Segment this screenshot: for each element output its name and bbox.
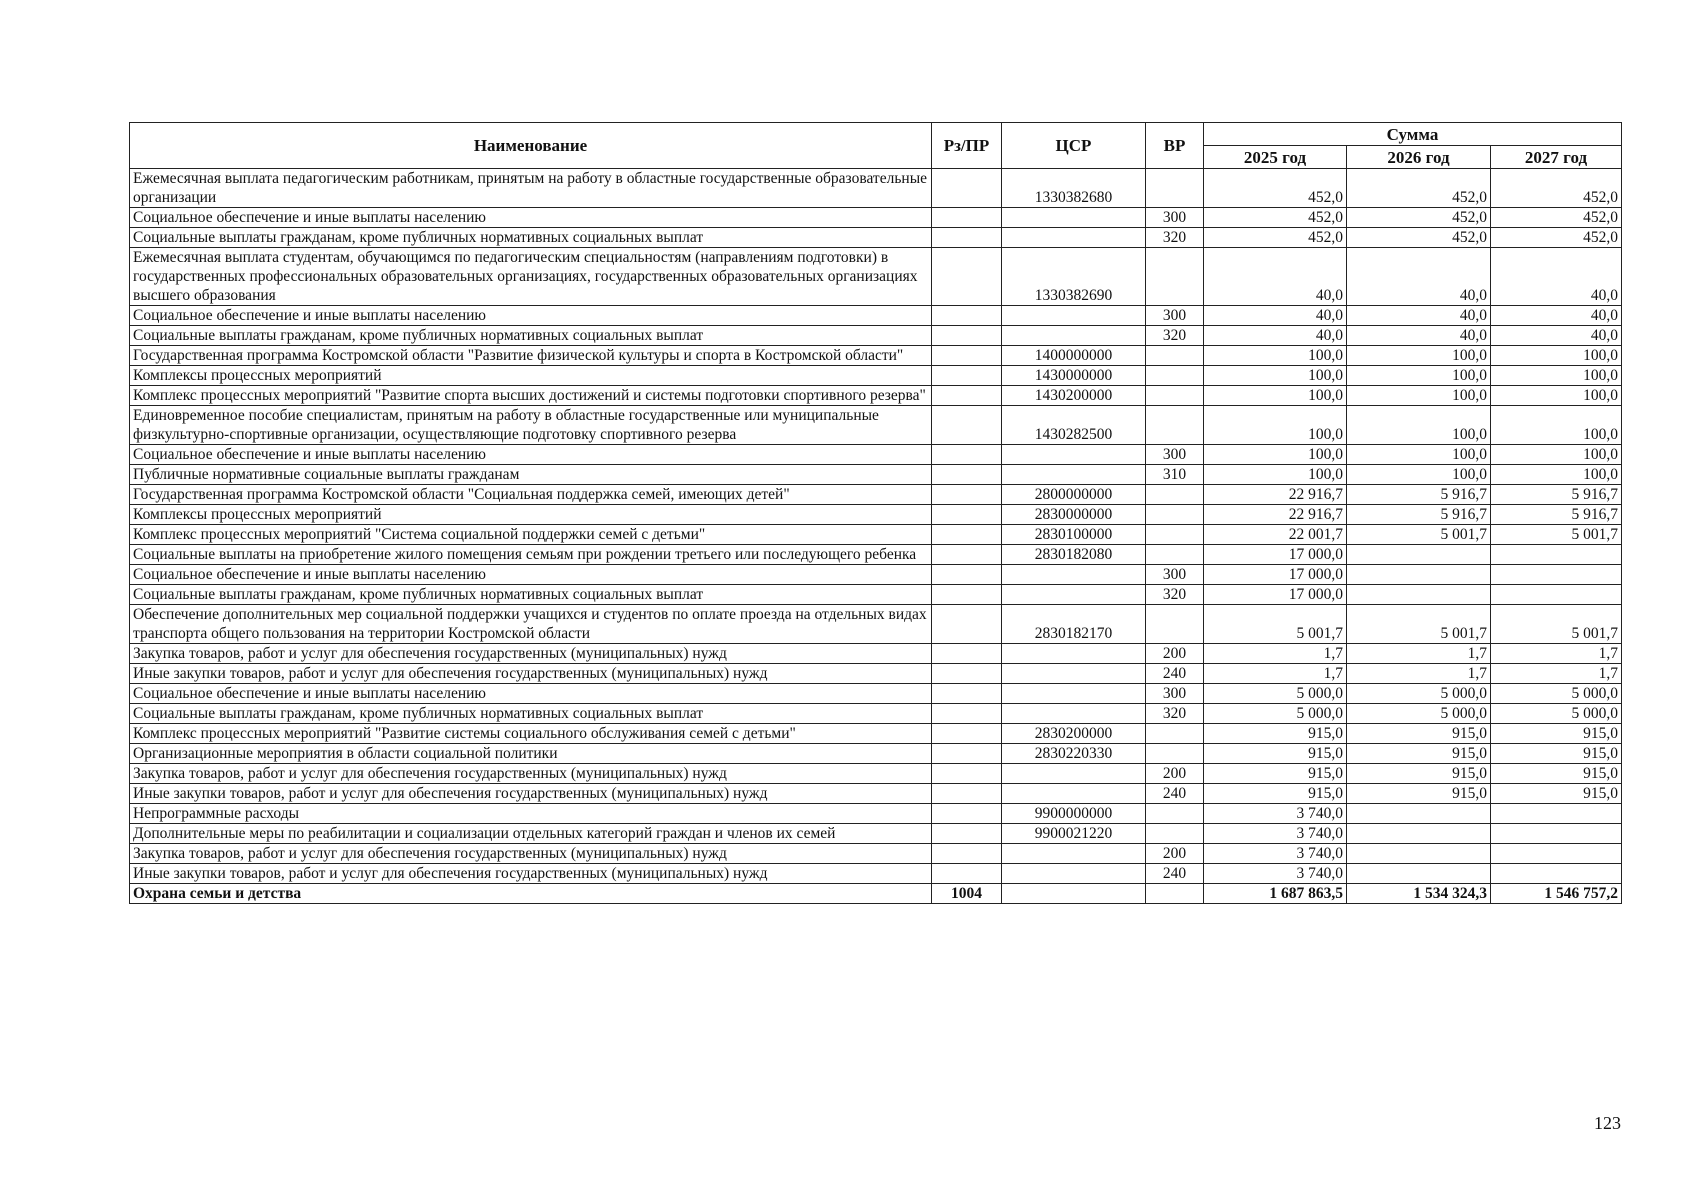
row-name: Социальное обеспечение и иные выплаты населению bbox=[130, 208, 932, 228]
row-vr: 320 bbox=[1146, 228, 1204, 248]
row-rz bbox=[932, 326, 1002, 346]
row-sum-2027: 915,0 bbox=[1491, 784, 1622, 804]
table-header bbox=[130, 123, 1622, 169]
row-sum-2026: 40,0 bbox=[1347, 306, 1491, 326]
row-csr: 1430282500 bbox=[1002, 406, 1146, 445]
row-sum-2027: 5 916,7 bbox=[1491, 485, 1622, 505]
row-sum-2026: 915,0 bbox=[1347, 764, 1491, 784]
row-rz bbox=[932, 744, 1002, 764]
row-sum-2025: 3 740,0 bbox=[1204, 824, 1347, 844]
row-sum-2025: 452,0 bbox=[1204, 169, 1347, 208]
row-vr: 300 bbox=[1146, 445, 1204, 465]
row-vr bbox=[1146, 406, 1204, 445]
row-sum-2025: 100,0 bbox=[1204, 406, 1347, 445]
row-csr: 1400000000 bbox=[1002, 346, 1146, 366]
table-row bbox=[130, 228, 1622, 248]
row-rz bbox=[932, 366, 1002, 386]
row-sum-2027 bbox=[1491, 824, 1622, 844]
row-name: Дополнительные меры по реабилитации и социализации отдельных категорий граждан и членов их семей bbox=[130, 824, 932, 844]
row-name: Комплекс процессных мероприятий "Система социальной поддержки семей с детьми" bbox=[130, 525, 932, 545]
row-rz bbox=[932, 208, 1002, 228]
table-row bbox=[130, 824, 1622, 844]
row-csr bbox=[1002, 465, 1146, 485]
row-sum-2027: 915,0 bbox=[1491, 764, 1622, 784]
row-rz bbox=[932, 169, 1002, 208]
row-rz bbox=[932, 864, 1002, 884]
row-sum-2027: 5 001,7 bbox=[1491, 525, 1622, 545]
row-sum-2025: 5 000,0 bbox=[1204, 684, 1347, 704]
row-vr: 310 bbox=[1146, 465, 1204, 485]
row-name: Социальное обеспечение и иные выплаты населению bbox=[130, 684, 932, 704]
header-name: Наименование bbox=[130, 123, 932, 169]
row-sum-2026: 40,0 bbox=[1347, 248, 1491, 306]
row-sum-2025: 1 687 863,5 bbox=[1204, 884, 1347, 904]
row-rz bbox=[932, 465, 1002, 485]
table-row bbox=[130, 485, 1622, 505]
row-csr bbox=[1002, 565, 1146, 585]
row-sum-2025: 100,0 bbox=[1204, 366, 1347, 386]
header-vr: ВР bbox=[1146, 123, 1204, 169]
row-sum-2025: 40,0 bbox=[1204, 326, 1347, 346]
row-vr bbox=[1146, 248, 1204, 306]
table-row bbox=[130, 326, 1622, 346]
row-csr bbox=[1002, 306, 1146, 326]
row-name: Государственная программа Костромской области "Развитие физической культуры и спорта в Костромской области" bbox=[130, 346, 932, 366]
table-row bbox=[130, 784, 1622, 804]
row-sum-2025: 1,7 bbox=[1204, 644, 1347, 664]
row-name: Ежемесячная выплата студентам, обучающимся по педагогическим специальностям (направлениям подготовки) в государственных профессиональных образовательных организациях, государственных образовательных организациях высшего образования bbox=[130, 248, 932, 306]
row-sum-2027: 915,0 bbox=[1491, 744, 1622, 764]
row-sum-2027: 40,0 bbox=[1491, 326, 1622, 346]
table-row bbox=[130, 346, 1622, 366]
row-sum-2025: 40,0 bbox=[1204, 306, 1347, 326]
row-sum-2027 bbox=[1491, 864, 1622, 884]
row-rz bbox=[932, 824, 1002, 844]
row-sum-2025: 17 000,0 bbox=[1204, 565, 1347, 585]
row-name: Ежемесячная выплата педагогическим работникам, принятым на работу в областные государственные образовательные организации bbox=[130, 169, 932, 208]
row-vr bbox=[1146, 346, 1204, 366]
row-rz: 1004 bbox=[932, 884, 1002, 904]
row-sum-2026: 915,0 bbox=[1347, 784, 1491, 804]
table-row bbox=[130, 605, 1622, 644]
row-csr: 2800000000 bbox=[1002, 485, 1146, 505]
row-sum-2027: 5 000,0 bbox=[1491, 684, 1622, 704]
row-sum-2027: 452,0 bbox=[1491, 228, 1622, 248]
row-vr bbox=[1146, 485, 1204, 505]
row-rz bbox=[932, 346, 1002, 366]
row-name: Государственная программа Костромской области "Социальная поддержка семей, имеющих детей" bbox=[130, 485, 932, 505]
row-vr: 240 bbox=[1146, 864, 1204, 884]
row-sum-2026: 5 916,7 bbox=[1347, 505, 1491, 525]
table-row bbox=[130, 664, 1622, 684]
row-sum-2027: 915,0 bbox=[1491, 724, 1622, 744]
table-row bbox=[130, 724, 1622, 744]
row-name: Социальные выплаты гражданам, кроме публичных нормативных социальных выплат bbox=[130, 326, 932, 346]
table-row bbox=[130, 208, 1622, 228]
row-name: Единовременное пособие специалистам, принятым на работу в областные государственные или муниципальные физкультурно-спортивные организации, осуществляющие подготовку спортивного резерва bbox=[130, 406, 932, 445]
row-sum-2026: 100,0 bbox=[1347, 406, 1491, 445]
row-csr: 9900000000 bbox=[1002, 804, 1146, 824]
row-sum-2026: 1,7 bbox=[1347, 644, 1491, 664]
row-name: Иные закупки товаров, работ и услуг для обеспечения государственных (муниципальных) нужд bbox=[130, 784, 932, 804]
row-sum-2027: 452,0 bbox=[1491, 208, 1622, 228]
row-sum-2027: 40,0 bbox=[1491, 248, 1622, 306]
row-csr bbox=[1002, 445, 1146, 465]
row-vr: 320 bbox=[1146, 585, 1204, 605]
row-sum-2026 bbox=[1347, 864, 1491, 884]
row-rz bbox=[932, 844, 1002, 864]
row-name: Охрана семьи и детства bbox=[130, 884, 932, 904]
table-row bbox=[130, 248, 1622, 306]
row-rz bbox=[932, 585, 1002, 605]
row-sum-2025: 100,0 bbox=[1204, 445, 1347, 465]
table-row bbox=[130, 864, 1622, 884]
table-row bbox=[130, 465, 1622, 485]
row-vr: 240 bbox=[1146, 664, 1204, 684]
row-name: Публичные нормативные социальные выплаты гражданам bbox=[130, 465, 932, 485]
row-csr: 1330382690 bbox=[1002, 248, 1146, 306]
row-csr bbox=[1002, 585, 1146, 605]
row-rz bbox=[932, 545, 1002, 565]
row-csr: 9900021220 bbox=[1002, 824, 1146, 844]
row-sum-2025: 5 001,7 bbox=[1204, 605, 1347, 644]
table-row bbox=[130, 704, 1622, 724]
row-name: Закупка товаров, работ и услуг для обеспечения государственных (муниципальных) нужд bbox=[130, 844, 932, 864]
row-sum-2026: 5 916,7 bbox=[1347, 485, 1491, 505]
row-name: Иные закупки товаров, работ и услуг для обеспечения государственных (муниципальных) нужд bbox=[130, 664, 932, 684]
row-name: Социальные выплаты на приобретение жилого помещения семьям при рождении третьего или последующего ребенка bbox=[130, 545, 932, 565]
row-csr bbox=[1002, 764, 1146, 784]
row-rz bbox=[932, 664, 1002, 684]
budget-table-container bbox=[129, 122, 1621, 904]
header-csr: ЦСР bbox=[1002, 123, 1146, 169]
row-name: Непрограммные расходы bbox=[130, 804, 932, 824]
row-sum-2025: 22 916,7 bbox=[1204, 505, 1347, 525]
row-vr bbox=[1146, 169, 1204, 208]
table-row bbox=[130, 744, 1622, 764]
row-name: Закупка товаров, работ и услуг для обеспечения государственных (муниципальных) нужд bbox=[130, 644, 932, 664]
row-sum-2026: 915,0 bbox=[1347, 744, 1491, 764]
row-sum-2025: 3 740,0 bbox=[1204, 864, 1347, 884]
row-vr bbox=[1146, 605, 1204, 644]
row-vr: 200 bbox=[1146, 644, 1204, 664]
row-sum-2026: 100,0 bbox=[1347, 386, 1491, 406]
row-sum-2025: 1,7 bbox=[1204, 664, 1347, 684]
row-vr bbox=[1146, 386, 1204, 406]
table-row bbox=[130, 169, 1622, 208]
row-csr: 2830182170 bbox=[1002, 605, 1146, 644]
row-csr bbox=[1002, 884, 1146, 904]
row-sum-2027: 100,0 bbox=[1491, 406, 1622, 445]
row-vr: 320 bbox=[1146, 704, 1204, 724]
row-csr bbox=[1002, 704, 1146, 724]
row-sum-2025: 100,0 bbox=[1204, 386, 1347, 406]
row-sum-2025: 22 001,7 bbox=[1204, 525, 1347, 545]
row-sum-2027: 100,0 bbox=[1491, 366, 1622, 386]
table-row bbox=[130, 565, 1622, 585]
table-row bbox=[130, 445, 1622, 465]
table-row bbox=[130, 644, 1622, 664]
row-vr: 300 bbox=[1146, 565, 1204, 585]
row-sum-2027: 5 916,7 bbox=[1491, 505, 1622, 525]
row-sum-2027: 452,0 bbox=[1491, 169, 1622, 208]
row-sum-2027 bbox=[1491, 565, 1622, 585]
row-rz bbox=[932, 406, 1002, 445]
row-rz bbox=[932, 804, 1002, 824]
row-name: Социальные выплаты гражданам, кроме публичных нормативных социальных выплат bbox=[130, 228, 932, 248]
row-csr: 1430000000 bbox=[1002, 366, 1146, 386]
row-sum-2026: 452,0 bbox=[1347, 228, 1491, 248]
row-rz bbox=[932, 386, 1002, 406]
table-row bbox=[130, 884, 1622, 904]
table-row bbox=[130, 804, 1622, 824]
row-csr: 1330382680 bbox=[1002, 169, 1146, 208]
table-row bbox=[130, 844, 1622, 864]
row-vr bbox=[1146, 724, 1204, 744]
row-sum-2025: 915,0 bbox=[1204, 744, 1347, 764]
row-name: Комплекс процессных мероприятий "Развитие спорта высших достижений и системы подготовки спортивного резерва" bbox=[130, 386, 932, 406]
row-name: Социальное обеспечение и иные выплаты населению bbox=[130, 445, 932, 465]
header-year-2027: 2027 год bbox=[1491, 146, 1622, 169]
row-sum-2027: 5 001,7 bbox=[1491, 605, 1622, 644]
header-rz: Рз/ПР bbox=[932, 123, 1002, 169]
table-row bbox=[130, 764, 1622, 784]
row-rz bbox=[932, 644, 1002, 664]
row-sum-2025: 452,0 bbox=[1204, 228, 1347, 248]
header-year-2025: 2025 год bbox=[1204, 146, 1347, 169]
row-sum-2026 bbox=[1347, 585, 1491, 605]
row-csr: 1430200000 bbox=[1002, 386, 1146, 406]
row-name: Закупка товаров, работ и услуг для обеспечения государственных (муниципальных) нужд bbox=[130, 764, 932, 784]
row-rz bbox=[932, 605, 1002, 644]
row-sum-2027: 5 000,0 bbox=[1491, 704, 1622, 724]
row-sum-2025: 915,0 bbox=[1204, 724, 1347, 744]
row-sum-2026: 5 001,7 bbox=[1347, 525, 1491, 545]
row-sum-2025: 100,0 bbox=[1204, 346, 1347, 366]
row-sum-2027: 1,7 bbox=[1491, 644, 1622, 664]
row-name: Комплекс процессных мероприятий "Развитие системы социального обслуживания семей с детьми" bbox=[130, 724, 932, 744]
row-csr bbox=[1002, 684, 1146, 704]
row-name: Иные закупки товаров, работ и услуг для обеспечения государственных (муниципальных) нужд bbox=[130, 864, 932, 884]
row-sum-2025: 915,0 bbox=[1204, 764, 1347, 784]
row-sum-2026: 5 000,0 bbox=[1347, 704, 1491, 724]
row-sum-2025: 22 916,7 bbox=[1204, 485, 1347, 505]
row-rz bbox=[932, 525, 1002, 545]
row-vr: 200 bbox=[1146, 844, 1204, 864]
row-csr bbox=[1002, 644, 1146, 664]
row-rz bbox=[932, 764, 1002, 784]
row-sum-2026: 915,0 bbox=[1347, 724, 1491, 744]
table-row bbox=[130, 366, 1622, 386]
row-vr bbox=[1146, 884, 1204, 904]
row-vr bbox=[1146, 824, 1204, 844]
row-name: Социальные выплаты гражданам, кроме публичных нормативных социальных выплат bbox=[130, 704, 932, 724]
row-sum-2026: 5 000,0 bbox=[1347, 684, 1491, 704]
row-vr bbox=[1146, 744, 1204, 764]
row-sum-2025: 452,0 bbox=[1204, 208, 1347, 228]
table-row bbox=[130, 525, 1622, 545]
row-name: Комплексы процессных мероприятий bbox=[130, 366, 932, 386]
row-sum-2025: 100,0 bbox=[1204, 465, 1347, 485]
row-rz bbox=[932, 306, 1002, 326]
row-csr bbox=[1002, 844, 1146, 864]
row-sum-2026 bbox=[1347, 824, 1491, 844]
table-row bbox=[130, 545, 1622, 565]
table-row bbox=[130, 585, 1622, 605]
header-year-2026: 2026 год bbox=[1347, 146, 1491, 169]
row-name: Организационные мероприятия в области социальной политики bbox=[130, 744, 932, 764]
budget-table bbox=[129, 122, 1622, 904]
row-rz bbox=[932, 228, 1002, 248]
row-vr bbox=[1146, 366, 1204, 386]
row-csr: 2830100000 bbox=[1002, 525, 1146, 545]
row-name: Социальные выплаты гражданам, кроме публичных нормативных социальных выплат bbox=[130, 585, 932, 605]
row-sum-2025: 915,0 bbox=[1204, 784, 1347, 804]
row-sum-2026 bbox=[1347, 804, 1491, 824]
table-body bbox=[130, 169, 1622, 904]
row-sum-2027 bbox=[1491, 585, 1622, 605]
row-csr: 2830220330 bbox=[1002, 744, 1146, 764]
row-sum-2027: 1,7 bbox=[1491, 664, 1622, 684]
row-sum-2027: 100,0 bbox=[1491, 386, 1622, 406]
row-sum-2027: 100,0 bbox=[1491, 445, 1622, 465]
table-row bbox=[130, 386, 1622, 406]
row-rz bbox=[932, 505, 1002, 525]
row-csr: 2830182080 bbox=[1002, 545, 1146, 565]
row-sum-2026 bbox=[1347, 565, 1491, 585]
row-sum-2026: 452,0 bbox=[1347, 208, 1491, 228]
row-sum-2026: 1,7 bbox=[1347, 664, 1491, 684]
row-vr: 320 bbox=[1146, 326, 1204, 346]
row-sum-2025: 3 740,0 bbox=[1204, 804, 1347, 824]
table-row bbox=[130, 306, 1622, 326]
row-name: Обеспечение дополнительных мер социальной поддержки учащихся и студентов по оплате проезда на отдельных видах транспорта общего пользования на территории Костромской области bbox=[130, 605, 932, 644]
table-row bbox=[130, 505, 1622, 525]
row-sum-2026: 100,0 bbox=[1347, 346, 1491, 366]
row-csr bbox=[1002, 228, 1146, 248]
row-sum-2025: 17 000,0 bbox=[1204, 585, 1347, 605]
row-vr: 240 bbox=[1146, 784, 1204, 804]
row-vr bbox=[1146, 804, 1204, 824]
row-csr bbox=[1002, 864, 1146, 884]
row-sum-2027: 40,0 bbox=[1491, 306, 1622, 326]
row-vr: 300 bbox=[1146, 684, 1204, 704]
row-sum-2026 bbox=[1347, 545, 1491, 565]
row-sum-2027: 1 546 757,2 bbox=[1491, 884, 1622, 904]
row-sum-2027 bbox=[1491, 545, 1622, 565]
row-sum-2027: 100,0 bbox=[1491, 465, 1622, 485]
row-rz bbox=[932, 445, 1002, 465]
row-rz bbox=[932, 684, 1002, 704]
row-sum-2026: 100,0 bbox=[1347, 445, 1491, 465]
row-csr bbox=[1002, 326, 1146, 346]
row-rz bbox=[932, 724, 1002, 744]
table-row bbox=[130, 406, 1622, 445]
row-sum-2026: 100,0 bbox=[1347, 465, 1491, 485]
row-sum-2025: 5 000,0 bbox=[1204, 704, 1347, 724]
row-rz bbox=[932, 704, 1002, 724]
row-vr bbox=[1146, 525, 1204, 545]
page-number: 123 bbox=[1594, 1113, 1621, 1133]
row-name: Комплексы процессных мероприятий bbox=[130, 505, 932, 525]
row-csr bbox=[1002, 784, 1146, 804]
row-vr bbox=[1146, 505, 1204, 525]
row-csr bbox=[1002, 208, 1146, 228]
row-sum-2025: 17 000,0 bbox=[1204, 545, 1347, 565]
row-name: Социальное обеспечение и иные выплаты населению bbox=[130, 306, 932, 326]
row-sum-2025: 40,0 bbox=[1204, 248, 1347, 306]
row-sum-2027 bbox=[1491, 844, 1622, 864]
row-rz bbox=[932, 784, 1002, 804]
row-rz bbox=[932, 248, 1002, 306]
row-csr bbox=[1002, 664, 1146, 684]
row-sum-2025: 3 740,0 bbox=[1204, 844, 1347, 864]
row-vr: 300 bbox=[1146, 306, 1204, 326]
row-sum-2027: 100,0 bbox=[1491, 346, 1622, 366]
header-sum: Сумма bbox=[1204, 123, 1622, 146]
row-vr: 200 bbox=[1146, 764, 1204, 784]
row-sum-2026: 1 534 324,3 bbox=[1347, 884, 1491, 904]
row-vr: 300 bbox=[1146, 208, 1204, 228]
row-sum-2027 bbox=[1491, 804, 1622, 824]
row-vr bbox=[1146, 545, 1204, 565]
row-sum-2026: 100,0 bbox=[1347, 366, 1491, 386]
row-sum-2026: 40,0 bbox=[1347, 326, 1491, 346]
row-csr: 2830200000 bbox=[1002, 724, 1146, 744]
table-row bbox=[130, 684, 1622, 704]
row-rz bbox=[932, 565, 1002, 585]
row-sum-2026: 5 001,7 bbox=[1347, 605, 1491, 644]
row-sum-2026: 452,0 bbox=[1347, 169, 1491, 208]
row-name: Социальное обеспечение и иные выплаты населению bbox=[130, 565, 932, 585]
row-sum-2026 bbox=[1347, 844, 1491, 864]
row-csr: 2830000000 bbox=[1002, 505, 1146, 525]
row-rz bbox=[932, 485, 1002, 505]
